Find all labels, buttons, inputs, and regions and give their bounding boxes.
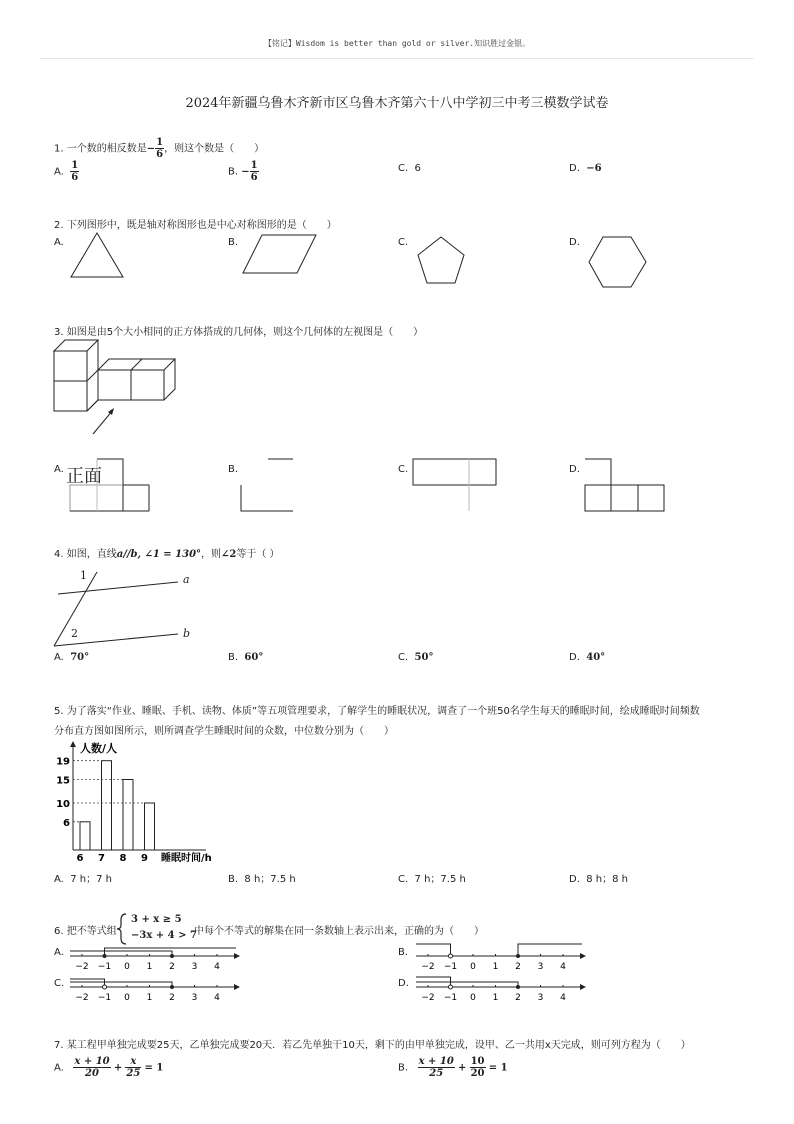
dot-solid <box>516 954 520 958</box>
numberline-tick-label: 3 <box>191 962 198 972</box>
q5-option-b[interactable]: B. 8 h；7.5 h <box>228 874 296 885</box>
q6-numberline-a <box>64 942 244 972</box>
dot-solid <box>516 985 520 989</box>
dot-hollow <box>449 954 453 958</box>
hist-x-tick: 6 <box>76 853 84 864</box>
hist-y-label: 人数/人 <box>80 742 118 755</box>
q3-option-a-label[interactable]: A. <box>54 464 64 475</box>
q2-triangle-figure <box>71 233 123 277</box>
hist-bar <box>102 761 112 850</box>
solution-ray-2 <box>70 951 172 956</box>
numberline-tick-label: 4 <box>214 993 220 1003</box>
q6-option-d-label[interactable]: D. <box>398 978 409 989</box>
q4-angle1-label: 1 <box>80 569 87 582</box>
numberline-tick-label: 0 <box>124 993 130 1003</box>
hist-bar <box>123 780 133 851</box>
numberline-tick-label: 2 <box>515 993 521 1003</box>
hist-y-tick: 15 <box>56 775 70 787</box>
numberline-tick-label: 0 <box>124 962 130 972</box>
sleep-histogram <box>40 738 240 866</box>
question-4: 4. 如图，直线a//b, ∠1 = 130°，则∠2等于（ ） <box>54 549 280 560</box>
q6-inequality-1: 3 + x ≥ 5 <box>131 914 182 925</box>
numberline-tick-label: 2 <box>169 993 175 1003</box>
numberline-tick-label: 1 <box>146 993 153 1003</box>
q4-line-a-label: a <box>183 573 190 586</box>
q4-line-b-label: b <box>183 627 191 640</box>
numberline-tick-label: 3 <box>537 993 544 1003</box>
numberline-tick-label: 4 <box>214 962 220 972</box>
q2-option-d-label[interactable]: D. <box>569 237 580 248</box>
hist-y-arrow <box>70 741 76 747</box>
question-3: 3. 如图是由5个大小相同的正方体搭成的几何体，则这个几何体的左视图是（ ） <box>54 327 424 338</box>
q3-option-b-label[interactable]: B. <box>228 464 239 475</box>
q2-parallelogram-figure <box>243 235 316 273</box>
dot-solid <box>170 954 174 958</box>
q6-option-b-label[interactable]: B. <box>398 947 409 958</box>
solution-ray-1 <box>105 948 237 956</box>
numberline-tick-label: −1 <box>97 993 112 1003</box>
numberline-tick-label: 2 <box>515 962 521 972</box>
q3-option-c-figure <box>413 459 496 511</box>
q6-inequality-2: −3x + 4 > 7 <box>131 930 197 941</box>
q7-option-b[interactable]: B. $\frac{x + 10}{25}$ + $\frac{10}{20}$ = 1 <box>398 1056 508 1079</box>
numberline-tick-label: −2 <box>75 993 89 1003</box>
question-5-line1: 5. 为了落实“作业、睡眠、手机、读物、体质”等五项管理要求，了解学生的睡眠状况，调查了一个班50名学生每天的睡眠时间，绘成睡眠时间频数 <box>54 706 700 717</box>
numberline-tick-label: −1 <box>97 962 112 972</box>
q6-numberline-c <box>64 973 244 1003</box>
q1-option-b[interactable]: B. − $\frac{1}{6}$ <box>228 160 258 183</box>
solution-ray-2 <box>70 982 172 987</box>
q3-option-c-label[interactable]: C. <box>398 464 409 475</box>
question-7: 7. 某工程甲单独完成要25天，乙单独完成要20天．若乙先单独干10天，剩下的由甲单独完成，设甲、乙一共用x天完成，则可列方程为（ ） <box>54 1040 691 1051</box>
q2-option-b-label[interactable]: B. <box>228 237 239 248</box>
question-6-end: 中每个不等式的解集在同一条数轴上表示出来，正确的为（ ） <box>194 926 484 937</box>
q1-fraction: $\frac{1}{6}$ <box>156 137 164 160</box>
solution-ray-2 <box>416 982 518 987</box>
question-6: 6. 把不等式组 <box>54 926 117 937</box>
q4-angle2-label: 2 <box>71 627 78 640</box>
hist-x-label: 睡眠时间/h <box>161 853 212 864</box>
numberline-tick-label: 4 <box>560 993 566 1003</box>
hist-bar <box>80 822 90 850</box>
numberline-arrow <box>580 953 586 959</box>
solution-ray-1 <box>416 944 451 956</box>
q2-hexagon-figure <box>589 237 646 287</box>
numberline-tick-label: −1 <box>443 993 458 1003</box>
q5-option-a[interactable]: A. 7 h；7 h <box>54 874 112 885</box>
dot-solid <box>170 985 174 989</box>
numberline-tick-label: 1 <box>492 993 499 1003</box>
q3-front-label: 正面 <box>66 466 102 487</box>
q3-arrowhead <box>108 408 114 415</box>
numberline-tick-label: 0 <box>470 962 476 972</box>
q6-brace <box>116 913 128 945</box>
header-note: 【铭记】Wisdom is better than gold or silver.知识胜过金银。 <box>263 39 531 48</box>
q4-option-c[interactable]: C. 50° <box>398 652 434 663</box>
numberline-tick-label: −2 <box>75 962 89 972</box>
q2-option-c-label[interactable]: C. <box>398 237 409 248</box>
numberline-tick-label: 3 <box>191 993 198 1003</box>
numberline-tick-label: −2 <box>421 993 435 1003</box>
numberline-arrow <box>580 984 586 990</box>
numberline-tick-label: 0 <box>470 993 476 1003</box>
question-2: 2. 下列图形中，既是轴对称图形也是中心对称图形的是（ ） <box>54 220 337 231</box>
q2-option-a-label[interactable]: A. <box>54 237 64 248</box>
dot-hollow <box>449 985 453 989</box>
q3-option-d-label[interactable]: D. <box>569 464 580 475</box>
question-5-line2: 分布直方图如图所示，则所调查学生睡眠时间的众数，中位数分别为（ ） <box>54 726 394 737</box>
dot-hollow <box>103 985 107 989</box>
hist-x-tick: 9 <box>141 853 148 864</box>
q6-option-c-label[interactable]: C. <box>54 978 65 989</box>
q3-arrow <box>93 410 113 434</box>
q3-option-d-figure <box>585 459 664 511</box>
q3-solid-figure <box>54 340 175 411</box>
q5-option-d[interactable]: D. 8 h；8 h <box>569 874 629 885</box>
numberline-tick-label: −1 <box>443 962 458 972</box>
q4-option-d[interactable]: D. 40° <box>569 652 606 663</box>
numberline-tick-label: 1 <box>492 962 499 972</box>
hist-bar <box>145 803 155 850</box>
hist-y-tick: 6 <box>63 817 70 829</box>
dot-solid <box>103 954 107 958</box>
q1-option-a[interactable]: A. $\frac{1}{6}$ <box>54 160 79 183</box>
q4-option-b[interactable]: B. 60° <box>228 652 264 663</box>
q3-option-b-figure <box>241 459 293 511</box>
solution-ray-2 <box>518 944 582 956</box>
numberline-tick-label: 3 <box>537 962 544 972</box>
q1-option-c[interactable]: C. 6 <box>398 163 421 174</box>
hist-y-tick: 19 <box>56 756 70 768</box>
numberline-arrow <box>234 984 240 990</box>
exam-title: 2024年新疆乌鲁木齐新市区乌鲁木齐第六十八中学初三中考三模数学试卷 <box>185 96 609 111</box>
question-1: 1. 一个数的相反数是− $\frac{1}{6}$ ，则这个数是（ ） <box>54 137 265 160</box>
q6-option-a-label[interactable]: A. <box>54 947 64 958</box>
q1-option-d[interactable]: D. −6 <box>569 163 602 174</box>
hist-y-tick: 10 <box>56 799 70 810</box>
numberline-tick-label: 4 <box>560 962 566 972</box>
numberline-arrow <box>234 953 240 959</box>
q7-option-a[interactable]: A. $\frac{x + 10}{20}$ + $\frac{x}{25}$ = 1 <box>54 1056 164 1079</box>
numberline-tick-label: −2 <box>421 962 435 972</box>
numberline-tick-label: 1 <box>146 962 153 972</box>
q6-numberline-b <box>410 942 590 972</box>
solution-ray-1 <box>70 979 105 987</box>
q5-option-c[interactable]: C. 7 h；7.5 h <box>398 874 466 885</box>
q6-numberline-d <box>410 973 590 1003</box>
numberline-tick-label: 2 <box>169 962 175 972</box>
q4-option-a[interactable]: A. 70° <box>54 652 90 663</box>
hist-x-tick: 7 <box>98 853 105 864</box>
q2-pentagon-figure <box>418 237 464 283</box>
hist-x-tick: 8 <box>119 853 127 864</box>
